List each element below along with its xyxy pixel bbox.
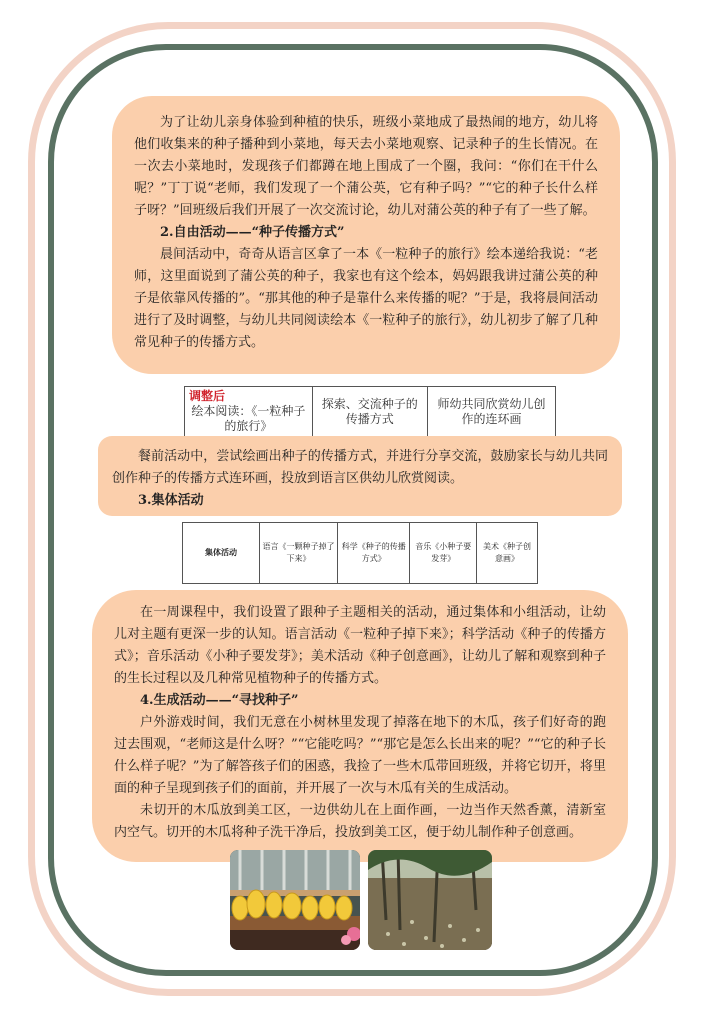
intro-paragraph: 为了让幼儿亲身体验到种植的快乐，班级小菜地成了最热闹的地方，幼儿将他们收集来的种子播种到小菜地，每天去小菜地观察、记录种子的生长情况。在一次去小菜地时，发现孩子们都蹲在地上围成了一个圈，我问：“你们在干什么呢？”丁丁说“老师，我们发现了一个蒲公英，它有种子吗？”“它的种子长什么样子呀？”回班级后我们开展了一次交流讨论，幼儿对蒲公英的种子有了一些了解。 [134, 115, 598, 218]
papaya-discovery-paragraph: 户外游戏时间，我们无意在小树林里发现了掉落在地下的木瓜，孩子们好奇的跑过去围观，“老师这是什么呀？”“它能吃吗？”“那它是怎么长出来的呢？”“它的种子长什么样子呢？”为了解答孩子们的困惑，我捡了一些木瓜带回班级，并将它切开，将里面的种子呈现到孩子们的面前，并开展了一次与木瓜有关的生成活动。 [114, 715, 606, 796]
group-activity-label: 集体活动 [183, 523, 260, 584]
photo-papaya-art [230, 850, 360, 950]
panel-section-3 [92, 590, 628, 862]
weekly-course-paragraph: 在一周课程中，我们设置了跟种子主题相关的活动，通过集体和小组活动，让幼儿对主题有更深一步的认知。语言活动《一粒种子掉下来》；科学活动《种子的传播方式》；音乐活动《小种子要发芽》；美术活动《种子创意画》，让幼儿了解和观察到种子的生长过程以及几种常见植物种子的传播方式。 [114, 605, 606, 686]
music-activity-cell: 音乐《小种子要发芽》 [410, 523, 477, 584]
free-activity-paragraph: 晨间活动中，奇奇从语言区拿了一本《一粒种子的旅行》绘本递给我说：“老师，这里面说到了蒲公英的种子，我家也有这个绘本，妈妈跟我讲过蒲公英的种子是依靠风传播的”。“那其他的种子是靠什么来传播的呢？”于是，我将晨间活动进行了及时调整，与幼儿共同阅读绘本《一粒种子的旅行》，幼儿初步了解了几种常见种子的传播方式。 [134, 247, 598, 350]
adjusted-tag: 调整后 [189, 389, 226, 403]
art-activity-cell: 美术《种子创意画》 [477, 523, 538, 584]
panel-section-1 [112, 96, 620, 374]
group-activity-table [182, 522, 538, 584]
language-activity-cell: 语言《一颗种子掉了下来》 [260, 523, 338, 584]
papaya-art-paragraph: 未切开的木瓜放到美工区，一边供幼儿在上面作画，一边当作天然香薰，清新室内空气。切开的木瓜将种子洗干净后，投放到美工区，便于幼儿制作种子创意画。 [114, 803, 606, 840]
adjustment-table [184, 386, 556, 437]
adjustment-cell-1-text: 绘本阅读：《一粒种子的旅行》 [191, 404, 306, 433]
heading-generated-activity: 4.生成活动——“寻找种子” [140, 693, 299, 708]
photo-papaya-grove [368, 850, 492, 950]
panel-section-2 [98, 436, 622, 516]
heading-group-activity: 3.集体活动 [138, 493, 204, 508]
adjustment-cell-3: 师幼共同欣赏幼儿创作的连环画 [427, 387, 555, 437]
adjustment-cell-2: 探索、交流种子的传播方式 [312, 387, 427, 437]
meal-activity-paragraph: 餐前活动中，尝试绘画出种子的传播方式，并进行分享交流，鼓励家长与幼儿共同创作种子的传播方式连环画，投放到语言区供幼儿欣赏阅读。 [112, 449, 608, 486]
adjustment-cell-1 [185, 387, 313, 437]
heading-free-activity: 2.自由活动——“种子传播方式” [160, 225, 345, 240]
science-activity-cell: 科学《种子的传播方式》 [338, 523, 410, 584]
